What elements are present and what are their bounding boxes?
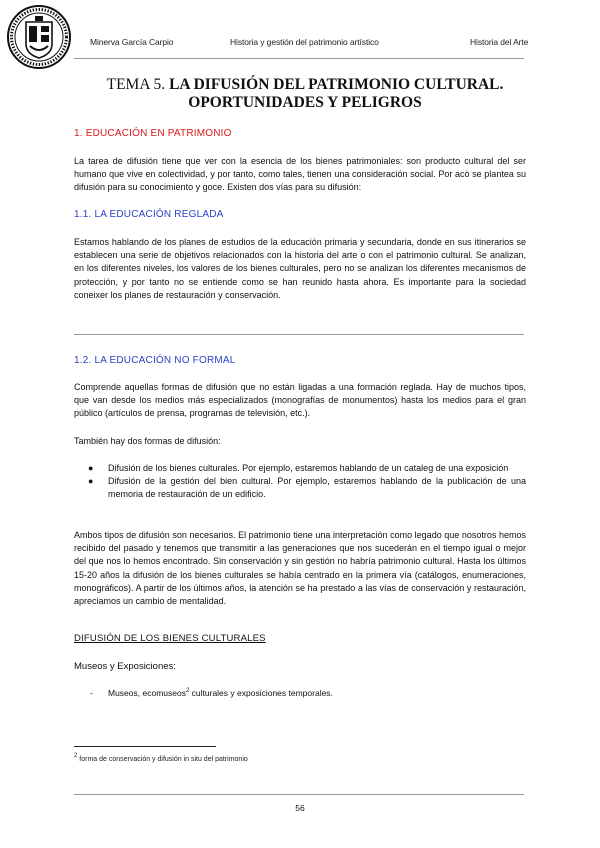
section-divider bbox=[74, 334, 524, 335]
footnote-ref: 2 bbox=[185, 688, 190, 694]
page-number: 56 bbox=[295, 803, 305, 813]
header-divider bbox=[74, 58, 524, 59]
list-item bbox=[74, 475, 526, 501]
header-section: Historia del Arte bbox=[470, 37, 529, 47]
bullet-icon: ● bbox=[88, 476, 94, 487]
header-course: Historia y gestión del patrimonio artístico bbox=[230, 37, 379, 47]
title-main: LA DIFUSIÓN DEL PATRIMONIO CULTURAL. OPORTUNIDADES Y PELIGROS bbox=[169, 76, 504, 111]
section-heading-1-1: 1.1. LA EDUCACIÓN REGLADA bbox=[74, 209, 224, 220]
dash-marker: - bbox=[90, 688, 93, 698]
footnote-marker: 2 bbox=[74, 753, 78, 759]
header-author: Minerva García Carpio bbox=[90, 37, 174, 47]
list-item bbox=[90, 688, 333, 698]
section-heading-1: 1. EDUCACIÓN EN PATRIMONIO bbox=[74, 128, 232, 139]
footnote bbox=[74, 753, 248, 763]
difusion-forms-list bbox=[74, 462, 526, 502]
list-item bbox=[74, 462, 526, 475]
section-1-paragraph: La tarea de difusión tiene que ver con la esencia de los bienes patrimoniales: son producto cultural del ser humano que vive en colectividad, y por tanto, como tales, tienen una consideración social. Por acò se plantea su difusión para su conocimiento y goce. Existen dos vías para su difusión: bbox=[74, 156, 526, 193]
subheading-difusion-bienes: DIFUSIÓN DE LOS BIENES CULTURALES bbox=[74, 633, 266, 644]
footnote-divider bbox=[74, 746, 216, 747]
section-1-2-paragraph-3: Ambos tipos de difusión son necesarios. El patrimonio tiene una interpretación como legado que nosotros hemos recibido del pasado y tenemos que transmitir a las generaciones que nos sucederán en el tiempo igual o mejor del que nos lo hemos encontrado. Sin conservación y sin gestión no habría patrimonio cultural. Hasta los últimos 15-20 años la difusión de los bienes culturales se había centrado en la primera vía (catálogos, enumeraciones, monográficos). A partir de los últimos años, la atención se ha prestado a las vías de conservación y restauración, apreciamos un cambio de mentalidad. bbox=[74, 530, 526, 607]
page-title bbox=[70, 76, 540, 112]
dash-item-text-rest: culturales y exposiciones temporales. bbox=[189, 688, 333, 698]
museos-label: Museos y Exposiciones: bbox=[74, 661, 176, 672]
bullet-icon: ● bbox=[88, 463, 94, 473]
section-heading-1-2: 1.2. LA EDUCACIÓN NO FORMAL bbox=[74, 355, 236, 366]
section-1-2-paragraph-1: Comprende aquellas formas de difusión que no están ligadas a una formación reglada. Hay de muchos tipos, que van desde los medios más especializados (monografías de monumentos) hasta los medios para el gran público (artículos de prensa, programas de televisión, etc.). bbox=[74, 382, 526, 419]
footer-divider bbox=[74, 794, 524, 795]
list-item-text: Difusión de los bienes culturales. Por ejemplo, estaremos hablando de un cataleg de una exposición bbox=[108, 463, 509, 473]
dash-item-text: Museos, ecomuseos bbox=[108, 688, 186, 698]
section-1-2-paragraph-2: También hay dos formas de difusión: bbox=[74, 436, 221, 446]
footnote-text: forma de conservación y difusión in situ del patrimonio bbox=[77, 756, 248, 763]
section-1-1-paragraph: Estamos hablando de los planes de estudios de la educación primaria y secundaria, donde en sus itinerarios se establecen una serie de objetivos relacionados con la historia del arte o con el patrimonio cultural. Se analizan, en los diferentes niveles, los valores de los bienes culturales, pero no se analizan los diferentes mecanismos de protección, y por tanto no se entiende como se han reunido hasta ahora. Es importante para la sociedad coneixer los planes de restauración y conservación. bbox=[74, 237, 526, 300]
university-seal-icon bbox=[6, 4, 72, 70]
list-item-text: Difusión de la gestión del bien cultural. Por ejemplo, estaremos hablando de la publicación de una memoria de restauración de un edificio. bbox=[108, 476, 526, 500]
title-lead: TEMA 5. bbox=[106, 76, 166, 93]
